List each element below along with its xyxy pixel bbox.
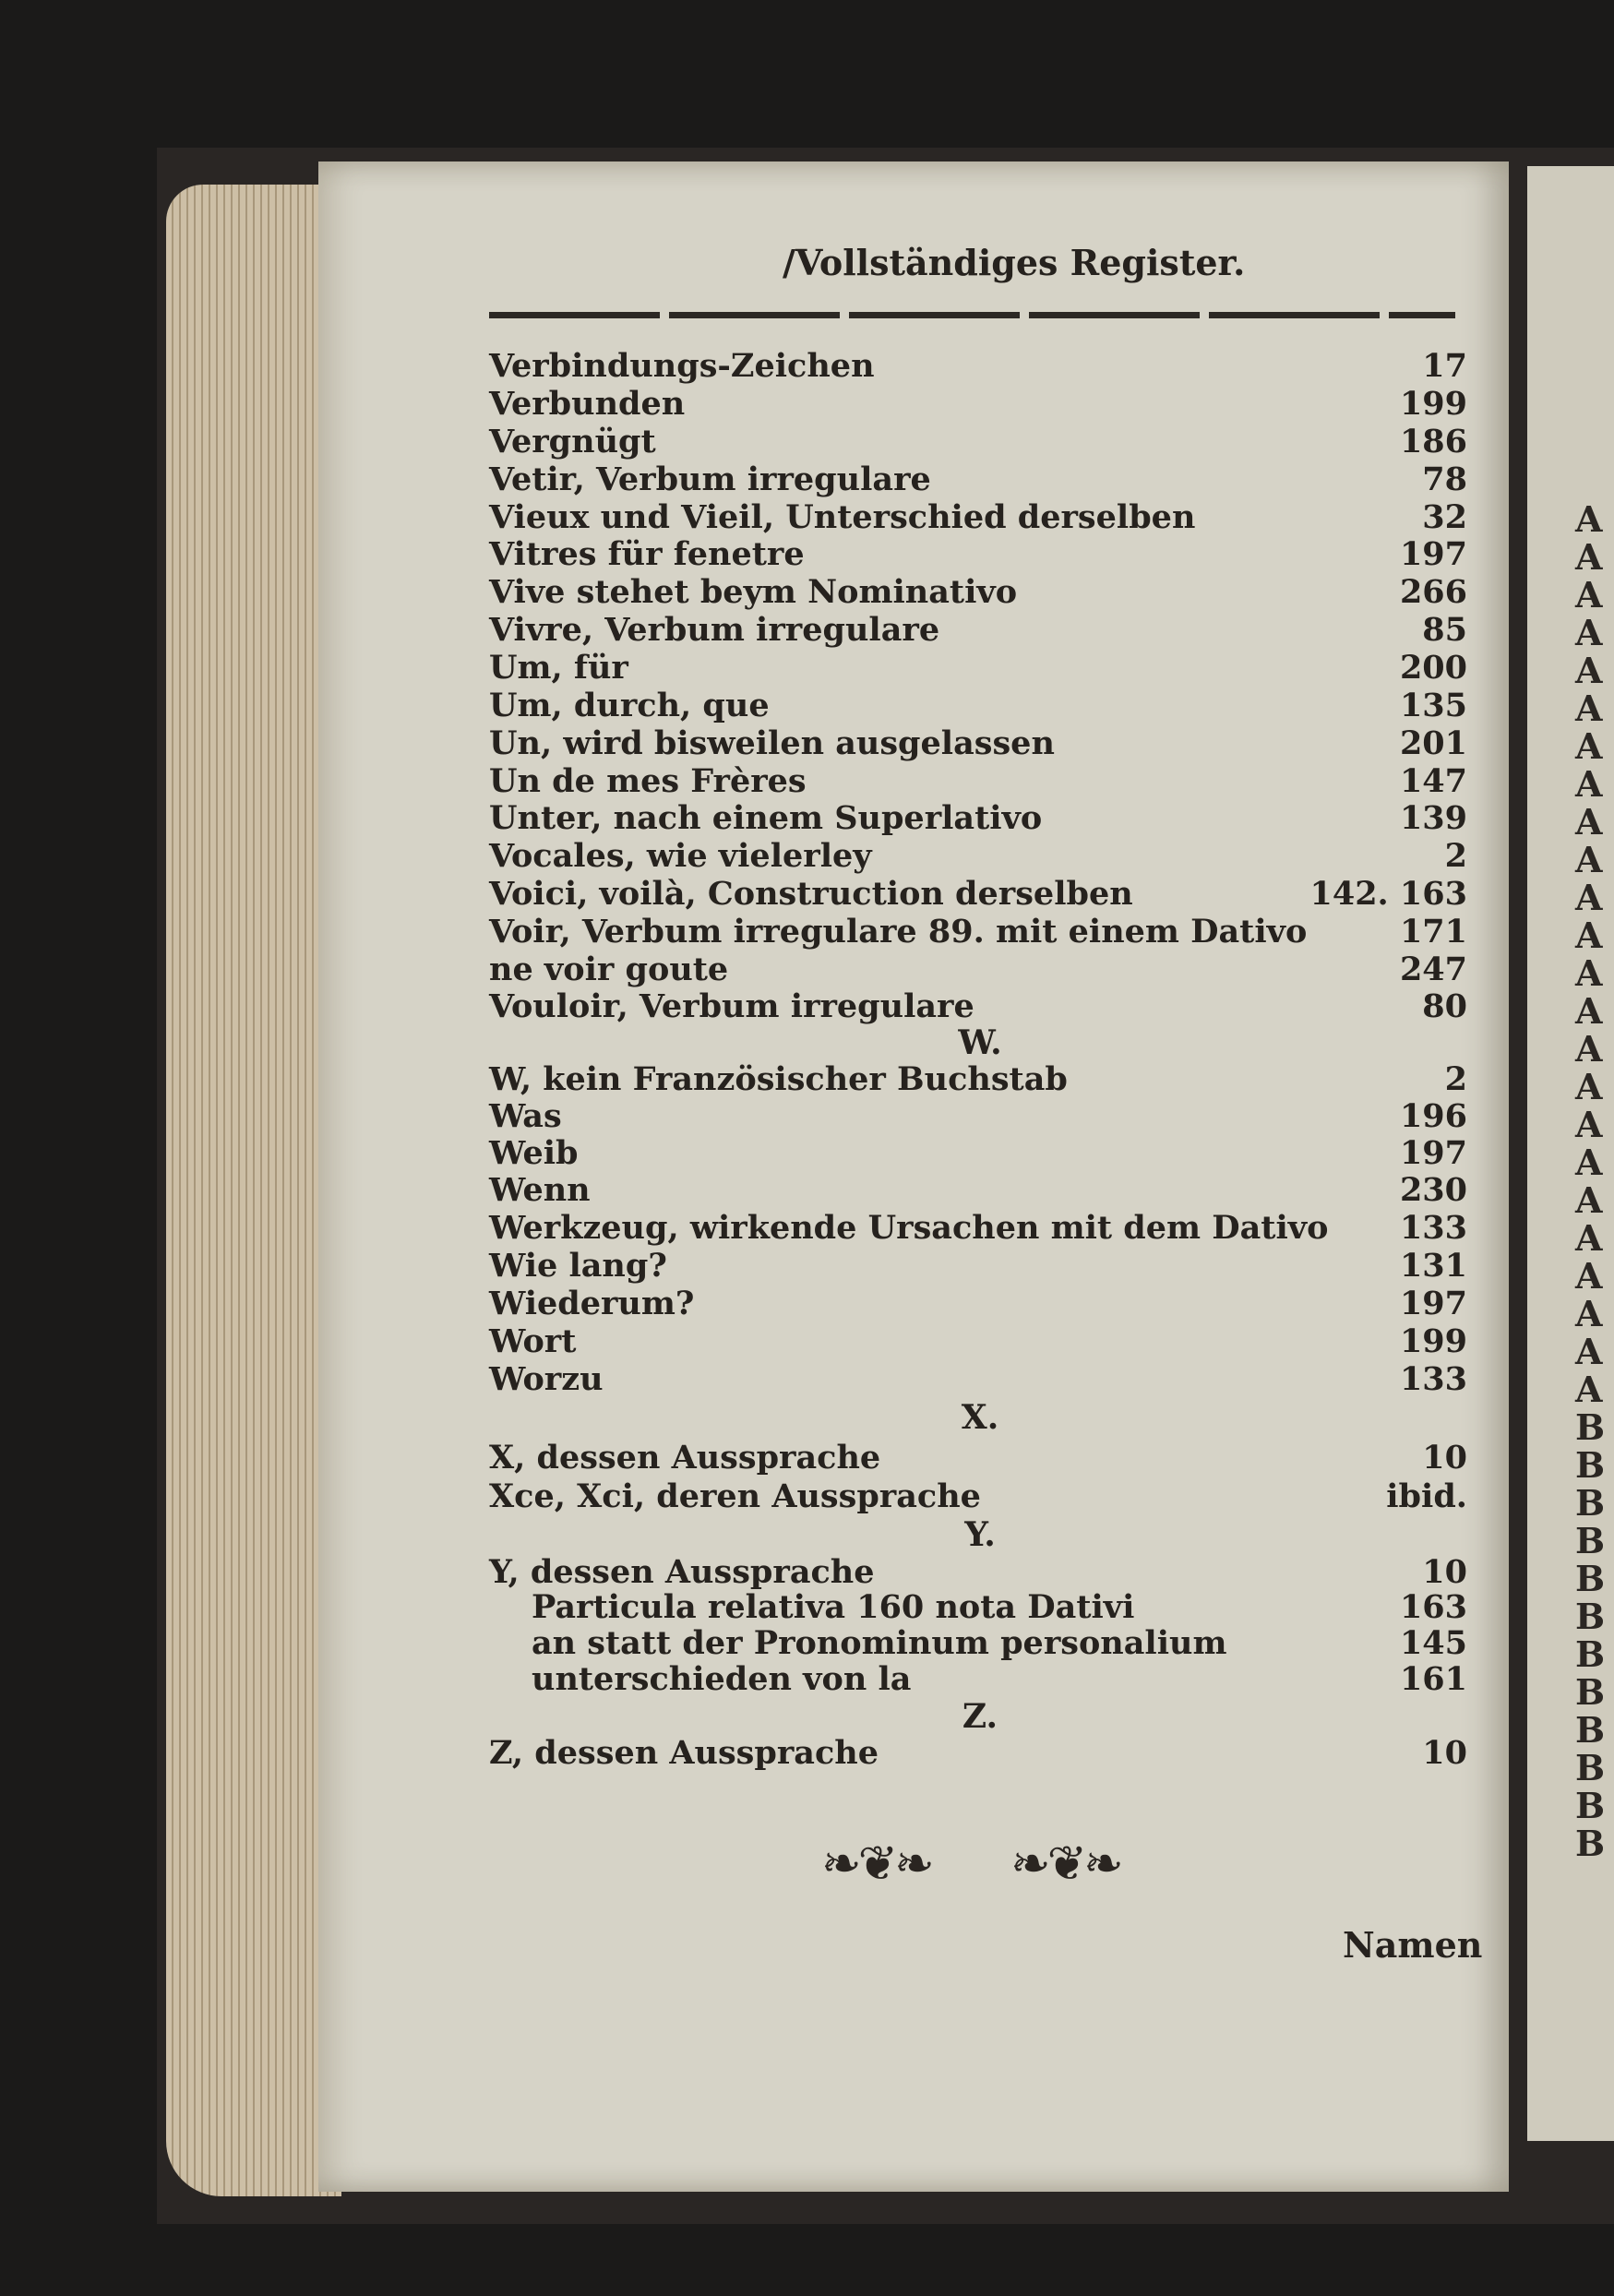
- facing-page-letter: B: [1575, 1444, 1606, 1486]
- entry-page-number: 163: [1399, 1588, 1467, 1626]
- facing-page-letter: A: [1575, 1179, 1603, 1221]
- entry-term: Vieux und Vieil, Unterschied derselben: [489, 498, 1196, 536]
- facing-page-letter: A: [1575, 877, 1603, 918]
- facing-page-letter: A: [1575, 1066, 1603, 1107]
- register-entry: [489, 1210, 1467, 1247]
- register-entry: [489, 1735, 1467, 1772]
- register-entry: [489, 612, 1467, 649]
- entry-page-number: 171: [1399, 913, 1467, 951]
- facing-page-letter: A: [1575, 1104, 1603, 1145]
- entry-term: Wort: [489, 1322, 577, 1360]
- entry-page-number: 266: [1399, 573, 1467, 611]
- entry-term: X, dessen Aussprache: [489, 1439, 881, 1477]
- register-entry: [489, 1248, 1467, 1285]
- entry-page-number: 133: [1399, 1209, 1467, 1247]
- entry-term: Vivre, Verbum irregulare: [489, 611, 940, 649]
- register-entry: [489, 424, 1467, 460]
- facing-page-letter: A: [1575, 1331, 1603, 1372]
- register-entry: [489, 1361, 1467, 1398]
- entry-page-number: 230: [1399, 1171, 1467, 1209]
- facing-page-letter: B: [1575, 1671, 1606, 1713]
- entry-page-number: 139: [1399, 799, 1467, 837]
- register-entry: [532, 1625, 1467, 1662]
- register-entry: [489, 1061, 1467, 1098]
- entry-page-number: 199: [1399, 1322, 1467, 1360]
- register-entry: [489, 1135, 1467, 1172]
- section-letter-heading: W.: [958, 1023, 1002, 1062]
- facing-page-letter: B: [1575, 1823, 1606, 1864]
- entry-term: Y, dessen Aussprache: [489, 1553, 875, 1591]
- entry-term: Unter, nach einem Superlativo: [489, 799, 1043, 837]
- entry-page-number: 142. 163: [1309, 875, 1467, 913]
- facing-page-letter: B: [1575, 1596, 1606, 1637]
- register-entry: [489, 838, 1467, 875]
- entry-term: Wie lang?: [489, 1247, 667, 1285]
- register-entry: [489, 1098, 1467, 1135]
- entry-term: Z, dessen Aussprache: [489, 1734, 879, 1772]
- facing-page-letter: B: [1575, 1406, 1606, 1448]
- entry-term: Um, für: [489, 649, 628, 687]
- register-entry: [489, 914, 1467, 951]
- register-entry: [489, 1478, 1467, 1515]
- entry-term: Was: [489, 1097, 562, 1135]
- section-letter-heading: Y.: [964, 1515, 996, 1554]
- entry-term: Verbindungs-Zeichen: [489, 347, 875, 385]
- entry-term: unterschieden von la: [532, 1660, 912, 1698]
- register-entry: [489, 1172, 1467, 1209]
- register-entry: [532, 1589, 1467, 1626]
- facing-page-letter: A: [1575, 498, 1603, 540]
- register-entry: [489, 951, 1467, 988]
- register-entry: [489, 988, 1467, 1025]
- entry-term: an statt der Pronominum personalium: [532, 1624, 1227, 1662]
- entry-term: ne voir goute: [489, 951, 729, 988]
- entry-page-number: 78: [1422, 460, 1467, 498]
- facing-page-letter: A: [1575, 612, 1603, 653]
- catchword: Namen: [1343, 1924, 1483, 1966]
- entry-term: Un, wird bisweilen ausgelassen: [489, 724, 1055, 762]
- facing-page-letter: B: [1575, 1785, 1606, 1826]
- entry-page-number: 131: [1399, 1247, 1467, 1285]
- section-letter-heading: Z.: [962, 1697, 998, 1736]
- entry-page-number: 247: [1399, 951, 1467, 988]
- register-entry: [489, 1554, 1467, 1591]
- entry-term: Vergnügt: [489, 423, 656, 460]
- facing-page-letter: A: [1575, 1293, 1603, 1334]
- facing-page-letter: B: [1575, 1520, 1606, 1561]
- register-entry: [489, 763, 1467, 800]
- entry-page-number: 10: [1422, 1553, 1467, 1591]
- entry-page-number: 10: [1422, 1439, 1467, 1477]
- register-entry: [489, 1440, 1467, 1477]
- entry-page-number: 85: [1422, 611, 1467, 649]
- entry-page-number: 145: [1399, 1624, 1467, 1662]
- facing-page-letter: A: [1575, 650, 1603, 691]
- facing-page-letter: A: [1575, 688, 1603, 729]
- page-header: /Vollständiges Register.: [783, 242, 1246, 283]
- facing-page-letter: A: [1575, 725, 1603, 767]
- entry-term: W, kein Französischer Buchstab: [489, 1060, 1068, 1098]
- ornament-right: ❧❦❧: [1010, 1836, 1120, 1892]
- entry-term: Wenn: [489, 1171, 591, 1209]
- entry-term: Um, durch, que: [489, 687, 770, 724]
- entry-term: Un de mes Frères: [489, 762, 807, 800]
- facing-page-letter: A: [1575, 574, 1603, 616]
- register-entry: [489, 574, 1467, 611]
- register-entry: [532, 1661, 1467, 1698]
- register-entry: [489, 348, 1467, 385]
- entry-page-number: 161: [1399, 1660, 1467, 1698]
- register-entry: [489, 386, 1467, 423]
- entry-page-number: 135: [1399, 687, 1467, 724]
- entry-term: Vocales, wie vielerley: [489, 837, 872, 875]
- entry-term: Voir, Verbum irregulare 89. mit einem Dativo: [489, 913, 1308, 951]
- entry-page-number: 186: [1399, 423, 1467, 460]
- entry-page-number: 2: [1444, 1060, 1467, 1098]
- facing-page-letter: B: [1575, 1747, 1606, 1788]
- entry-page-number: 80: [1422, 987, 1467, 1025]
- facing-page-letter: A: [1575, 801, 1603, 843]
- facing-page-letter: A: [1575, 839, 1603, 880]
- entry-term: Vetir, Verbum irregulare: [489, 460, 931, 498]
- entry-page-number: 10: [1422, 1734, 1467, 1772]
- register-entry: [489, 461, 1467, 498]
- entry-term: Vive stehet beym Nominativo: [489, 573, 1018, 611]
- facing-page-letter: A: [1575, 763, 1603, 805]
- facing-page-letter: B: [1575, 1709, 1606, 1751]
- ornament-left: ❧❦❧: [821, 1836, 931, 1892]
- entry-page-number: 133: [1399, 1360, 1467, 1398]
- facing-page-letter: B: [1575, 1633, 1606, 1675]
- entry-term: Particula relativa 160 nota Dativi: [532, 1588, 1135, 1626]
- facing-page-letter: A: [1575, 1217, 1603, 1259]
- entry-term: Voici, voilà, Construction derselben: [489, 875, 1133, 913]
- register-entry: [489, 536, 1467, 573]
- entry-term: Weib: [489, 1134, 579, 1172]
- facing-page-letter: A: [1575, 1142, 1603, 1183]
- entry-term: Worzu: [489, 1360, 604, 1398]
- entry-page-number: 196: [1399, 1097, 1467, 1135]
- entry-term: Vitres für fenetre: [489, 535, 805, 573]
- entry-page-number: 197: [1399, 535, 1467, 573]
- entry-page-number: 2: [1444, 837, 1467, 875]
- entry-page-number: ibid.: [1386, 1477, 1467, 1515]
- register-entry: [489, 725, 1467, 762]
- section-letter-heading: X.: [961, 1398, 999, 1437]
- entry-page-number: 200: [1399, 649, 1467, 687]
- entry-page-number: 197: [1399, 1134, 1467, 1172]
- entry-term: Verbunden: [489, 385, 686, 423]
- register-entry: [489, 800, 1467, 837]
- register-entry: [489, 650, 1467, 687]
- entry-term: Wiederum?: [489, 1285, 695, 1322]
- facing-page-letter: A: [1575, 536, 1603, 578]
- entry-page-number: 197: [1399, 1285, 1467, 1322]
- entry-page-number: 32: [1422, 498, 1467, 536]
- entry-page-number: 199: [1399, 385, 1467, 423]
- entry-term: Werkzeug, wirkende Ursachen mit dem Dativo: [489, 1209, 1329, 1247]
- register-entry: [489, 688, 1467, 724]
- register-entry: [489, 1286, 1467, 1322]
- entry-page-number: 201: [1399, 724, 1467, 762]
- facing-page-letter: A: [1575, 915, 1603, 956]
- facing-page-letter: A: [1575, 1369, 1603, 1410]
- entry-term: Vouloir, Verbum irregulare: [489, 987, 974, 1025]
- facing-page-letter: A: [1575, 952, 1603, 994]
- facing-page-letter: A: [1575, 990, 1603, 1032]
- entry-page-number: 17: [1422, 347, 1467, 385]
- facing-page-letter: B: [1575, 1558, 1606, 1599]
- facing-page-letter: A: [1575, 1255, 1603, 1297]
- facing-page-letter: A: [1575, 1028, 1603, 1070]
- register-entry: [489, 499, 1467, 536]
- facing-page-letter: B: [1575, 1482, 1606, 1524]
- register-entry: [489, 876, 1467, 913]
- entry-page-number: 147: [1399, 762, 1467, 800]
- register-entry: [489, 1323, 1467, 1360]
- entry-term: Xce, Xci, deren Aussprache: [489, 1477, 981, 1515]
